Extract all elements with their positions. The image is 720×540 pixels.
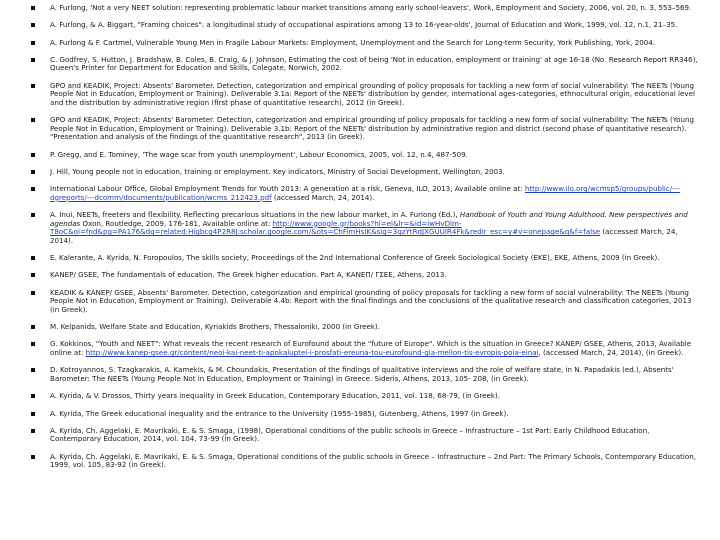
bullet-icon [31, 6, 35, 10]
reference-link[interactable]: http://www.kanep-gsee.gr/content/neoi-kai-neet-ti-apokaluptei-i-prosfati-ereuna-tou-eurofound-gia-mellon-tis-evropis-poia-einai [85, 348, 539, 358]
reference-book-title: Handbook of Youth and Young Adulthood. New perspectives and agendas [50, 210, 688, 228]
reference-text: KANEP/ GSEE, The fundamentals of education. The Greek higher education. Part A, ΚΑΝΕΠ/ ΓΣΕΕ, Athens, 2013. [50, 270, 447, 280]
reference-item [0, 323, 720, 332]
reference-text: M. Kelpanids, Welfare State and Education, Kyriakids Brothers, Thessaloniki, 2000 (in Greek). [50, 322, 380, 332]
reference-text: KEADIK & KANEP/ GSEE, Absents' Barometer. Detection, categorization and empirical grounding of policy proposals for tackling a new form of social vulnerability: The NEETs (Young People Not in Education, Employment or Training). Deliverable 4.4b: Report with the final findings and the conclusions of the qualitative research and classification categories, 2013 (in Greek). [50, 287, 692, 314]
bullet-icon [31, 256, 35, 260]
reference-item [0, 211, 720, 245]
reference-item [0, 289, 720, 315]
reference-text: A. Kyrida, The Greek educational inequality and the entrance to the University (1955-1985), Gutenberg, Athens, 1997 (in Greek). [50, 408, 509, 418]
reference-item [0, 4, 720, 13]
bullet-icon [31, 213, 35, 217]
bullet-icon [31, 394, 35, 398]
reference-item [0, 427, 720, 444]
reference-text: A. Furlong & F. Cartmel, Vulnerable Young Men in Fragile Labour Markets: Employment, Unemployment and the Search for Long-term Security, York Publishing, York, 2004. [50, 37, 656, 47]
reference-item [0, 410, 720, 419]
reference-item [0, 116, 720, 142]
reference-text: A. Furlong, 'Not a very NEET solution: representing problematic labour market transitions among early school-leavers', Work, Employment and Society, 2006, vol. 20, n. 3, 553–569. [50, 3, 692, 12]
bullet-icon [31, 170, 35, 174]
reference-text: A. Furlong, & A. Biggart, "Framing choices": a longitudinal study of occupational aspirations among 13 to 16-year-olds', Journal of Education and Work, 1999, vol. 12, n.1, 21–35. [50, 20, 678, 30]
reference-item [0, 39, 720, 48]
reference-item [0, 254, 720, 263]
bullet-icon [31, 429, 35, 433]
reference-link[interactable]: http://www.ilo.org/wcmsp5/groups/public/---dgreports/---dcomm/documents/publication/wcms_212423.pdf [50, 184, 680, 202]
bullet-icon [31, 412, 35, 416]
reference-item [0, 56, 720, 73]
reference-text: C. Godfrey, S. Hutton, J. Bradshaw, B. Coles, B. Craig, & J. Johnson, Estimating the cost of being 'Not in education, employment or training' at age 16-18 (No. Research Report RR346), Queen's Printer for Department for Education and Skills, Colegate, Norwich, 2002. [50, 54, 698, 73]
reference-item [0, 453, 720, 470]
reference-text: A. Kyrida, Ch. Aggelaki, E. Mavrikaki, E. & S. Smaga, Operational conditions of the public schools in Greece – Infrastructure – 2nd Part: The Primary Schools, Contemporary Education, 1999, vol. 105, 83-92 (in Greek). [50, 451, 696, 470]
reference-text: P. Gregg, and E. Tominey, 'The wage scar from youth unemployment', Labour Economics, 2005, vol. 12, n.4, 487-509. [50, 149, 468, 159]
reference-text: D. Kotroyannos, S. Tzagkarakis, A. Kamekis, & M. Choundakis, Presentation of the findings of qualitative interviews and the role of welfare state, in N. Papadakis (ed.), Absents' Barometer: The NEETs (Young People Not in Education, Employment or Training) in Greece. Sideris, Athens, 2013, 105- 208, (in Greek). [50, 365, 674, 383]
bullet-icon [31, 118, 35, 122]
bullet-icon [31, 291, 35, 295]
bullet-icon [31, 23, 35, 27]
reference-text: G. Kokkinos, "Youth and NEET": What reveals the recent research of Eurofound about the "future of Europe". Which is the situation in Greece? KANEP/ GSEE, Athens, 2013, Available online at: [50, 339, 692, 358]
bullet-icon [31, 41, 35, 45]
reference-item [0, 185, 720, 202]
reference-text: A. Inui, NEETs, freeters and flexibility. Reflecting precarious situations in the new labour market, in A. Furlong (Ed.), [50, 210, 460, 220]
reference-item [0, 366, 720, 383]
bullet-icon [31, 368, 35, 372]
reference-text: J. Hill, Young people not in education, training or employment. Key indicators, Ministry of Social Development, Wellington, 2003. [50, 166, 505, 176]
reference-link[interactable]: http://www.google.gr/books?hl=el&lr=&id=iwHvDlm-T8oC&oi=fnd&pg=PA176&dq=related:Higbcg4P2R8J:scholar.google.com/&ots=ChFimHsIK&sig=3qzYtRdJXGUUIR4Fk&redir_esc=y#v=onepage&q&f=false [50, 218, 601, 237]
reference-item [0, 82, 720, 108]
bullet-icon [31, 342, 35, 346]
bullet-icon [31, 273, 35, 277]
reference-text: GPO and KEADIK, Project: Absents' Barometer. Detection, categorization and empirical grounding of policy proposals for tackling a new form of social vulnerability: The NEETs (Young People Not in Education, Employment or Training). Deliverable 3.1a: Report of the NEETs' distribution by gender, international ages-categories, ethnocultural origin, educational level and the distribution by administrative region (first phase of quantitative research), 2012 (in Greek). [50, 80, 695, 107]
reference-item [0, 271, 720, 280]
reference-text: Oxon, Routledge, 2009, 176-181, Available online at: [80, 218, 273, 228]
bullet-icon [31, 153, 35, 157]
bullet-icon [31, 325, 35, 329]
reference-item [0, 340, 720, 357]
bullet-icon [31, 84, 35, 88]
reference-text: , (accessed March, 24, 2014), (in Greek). [538, 348, 684, 358]
reference-text: A. Kyrida, Ch. Aggelaki, E. Mavrikaki, E. & S. Smaga, (1998), Operational conditions of the public schools in Greece – Infrastructure – 1st Part: Early Childhood Education, Contemporary Education, 2014, vol. 104, 73-99 (in Greek). [50, 425, 650, 444]
reference-text: (accessed March, 24, 2014). [50, 227, 678, 245]
reference-text: A. Kyrida, & V. Drossos, Thirty years inequality in Greek Education, Contemporary Education, 2011, vol. 118, 68-79, (in Greek). [50, 391, 501, 401]
reference-item [0, 21, 720, 30]
reference-text: International Labour Office, Global Employment Trends for Youth 2013: A generation at a risk, Geneva, ILO, 2013, Available online at: [50, 184, 525, 194]
bullet-icon [31, 58, 35, 62]
bullet-icon [31, 187, 35, 191]
reference-text: GPO and KEADIK, Project: Absents' Barometer. Detection, categorization and empirical grounding of policy proposals for tackling a new form of social vulnerability: The NEETs (Young People Not in Education, Employment or Training). Deliverable 3.1b: Report of the NEETs' distribution by administrative region and district (second phase of quantitative research). "Presentation and analysis of the findings of the quantitative research", 2013 (in Greek). [50, 115, 694, 142]
reference-text: E. Kalerante, A. Kyrida, N. Foropoulos, The skills society, Proceedings of the 2nd International Conference of Greek Sociological Society (EKE), EKE, Athens, 2009 (in Greek). [50, 253, 660, 263]
reference-item [0, 151, 720, 160]
reference-item [0, 392, 720, 401]
reference-text: (accessed March, 24, 2014). [271, 192, 375, 202]
bullet-icon [31, 455, 35, 459]
reference-item [0, 168, 720, 177]
